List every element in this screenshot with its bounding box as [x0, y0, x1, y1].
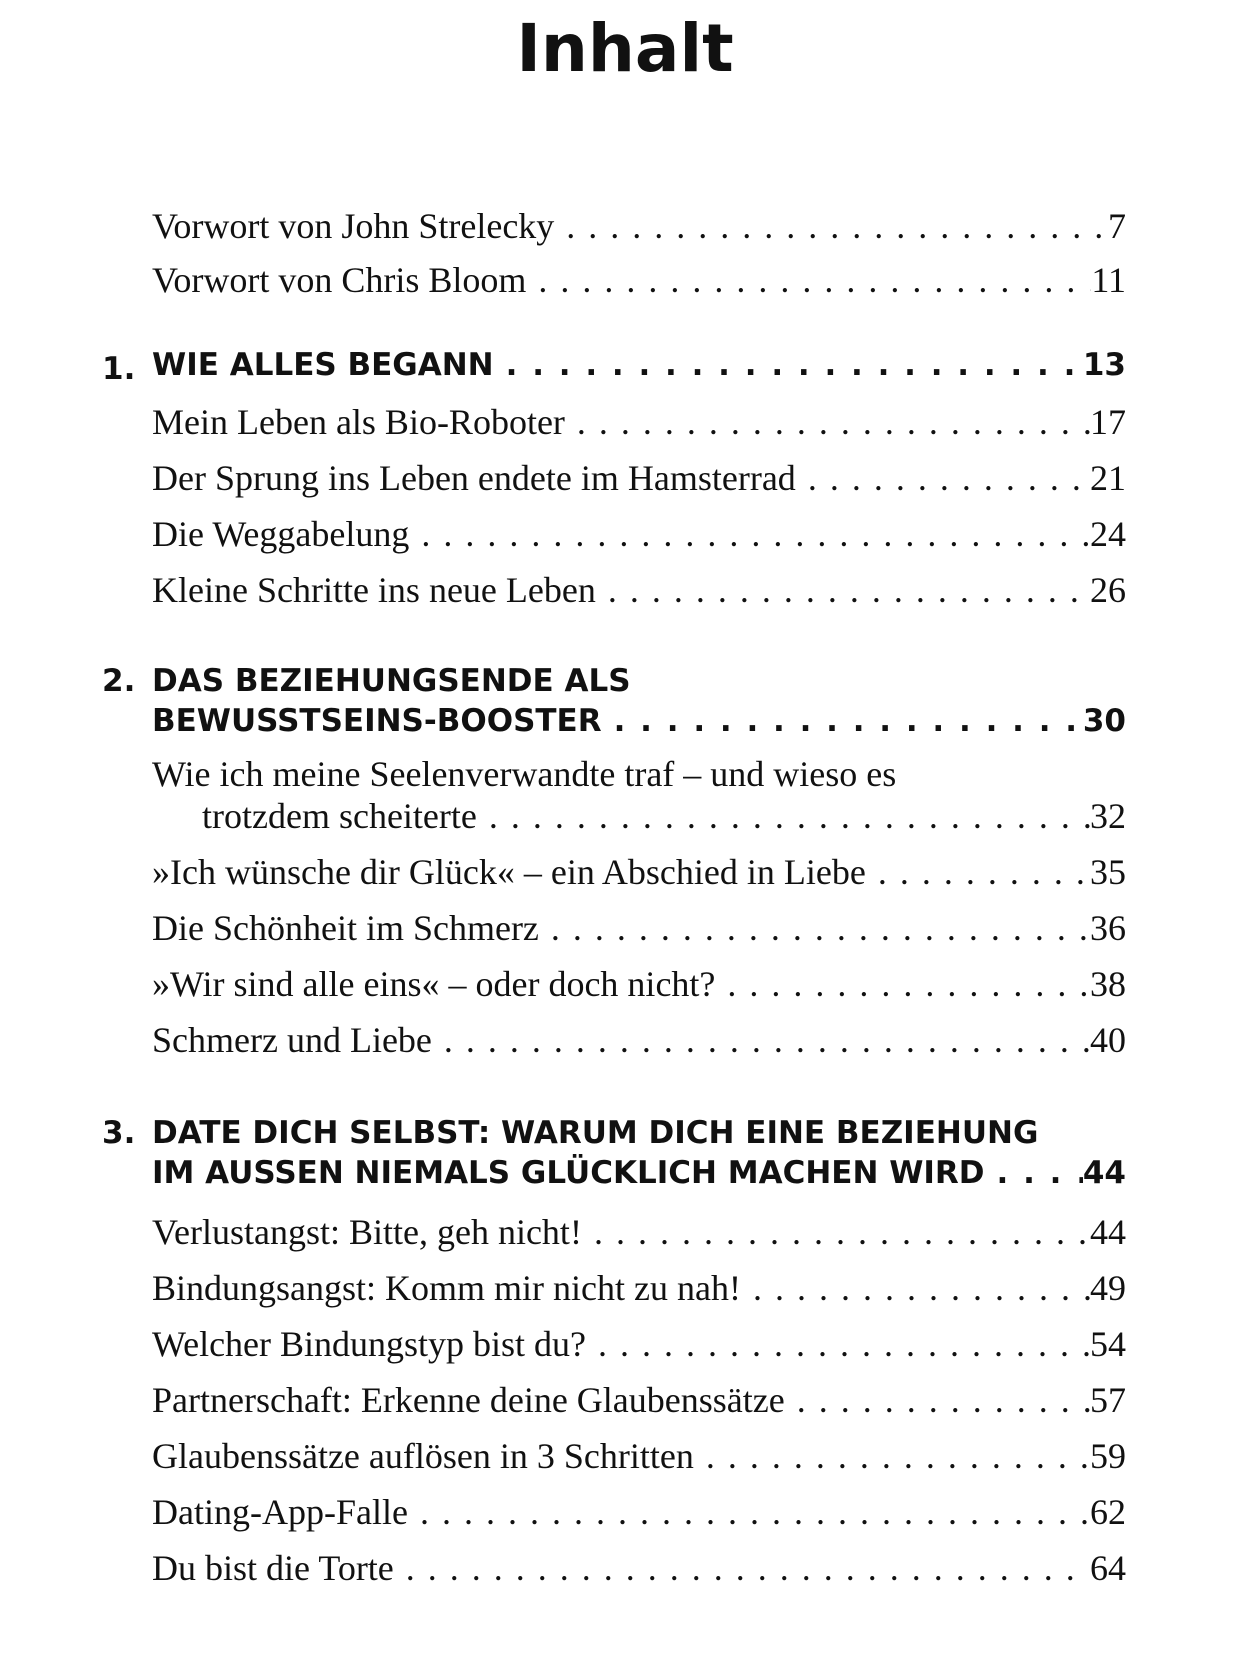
toc-entry[interactable]: [152, 1262, 1126, 1310]
leader-dots: [582, 1210, 1090, 1254]
leader-dots: [694, 1434, 1090, 1478]
toc-entry[interactable]: [152, 1542, 1126, 1590]
toc-chapter-3[interactable]: [152, 1146, 1126, 1194]
toc-chapter-2[interactable]: [152, 694, 1126, 742]
toc-chapter-1[interactable]: [152, 338, 1126, 386]
toc-entry-title: Bindungsangst: Komm mir nicht zu nah!: [152, 1268, 741, 1308]
page-title: Inhalt: [516, 10, 734, 87]
toc-entry-title: Die Weggabelung: [152, 514, 410, 554]
leader-dots: [596, 568, 1090, 612]
toc-page-number: 26: [1090, 570, 1126, 610]
leader-dots: [785, 1378, 1090, 1422]
toc-entry-title: Welcher Bindungstyp bist du?: [152, 1324, 587, 1364]
leader-dots: [432, 1018, 1090, 1062]
toc-page-number: 44: [1090, 1212, 1126, 1252]
chapter-title-line1: DAS BEZIEHUNGSENDE ALS: [152, 663, 631, 699]
toc-entry[interactable]: [152, 564, 1126, 612]
leader-dots: [526, 258, 1091, 302]
toc-entry-title: Kleine Schritte ins neue Leben: [152, 570, 596, 610]
chapter-title-line2: IM AUSSEN NIEMALS GLÜCKLICH MACHEN WIRD: [152, 1155, 985, 1191]
leader-dots: [565, 400, 1090, 444]
leader-dots: [494, 344, 1083, 386]
toc-page-number: 44: [1082, 1155, 1126, 1191]
toc-entry[interactable]: [152, 508, 1126, 556]
toc-entry-title: Verlustangst: Bitte, geh nicht!: [152, 1212, 582, 1252]
toc-page-number: 35: [1090, 852, 1126, 892]
toc-entry[interactable]: [152, 1206, 1126, 1254]
toc-entry-title-line2: trotzdem scheiterte: [202, 796, 477, 836]
toc-page-number: 57: [1090, 1380, 1126, 1420]
toc-entry-title: Du bist die Torte: [152, 1548, 394, 1588]
leader-dots: [985, 1152, 1083, 1194]
leader-dots: [477, 794, 1090, 838]
toc-entry[interactable]: [152, 846, 1126, 894]
toc-page-number: 24: [1090, 514, 1126, 554]
toc-entry-title: »Wir sind alle eins« – oder doch nicht?: [152, 964, 716, 1004]
toc-page-number: 36: [1090, 908, 1126, 948]
toc-entry-title: Der Sprung ins Leben endete im Hamsterrad: [152, 458, 796, 498]
leader-dots: [602, 700, 1083, 742]
toc-page-number: 30: [1082, 703, 1126, 739]
leader-dots: [409, 512, 1090, 556]
leader-dots: [394, 1546, 1090, 1590]
toc-entry[interactable]: [152, 958, 1126, 1006]
toc-page-number: 49: [1090, 1268, 1126, 1308]
leader-dots: [539, 906, 1090, 950]
toc-entry[interactable]: [152, 1430, 1126, 1478]
chapter-2-number: 2.: [102, 663, 136, 699]
leader-dots: [408, 1490, 1090, 1534]
toc-page-number: 21: [1090, 458, 1126, 498]
toc-entry[interactable]: [152, 902, 1126, 950]
toc-entry-title: Vorwort von Chris Bloom: [152, 260, 527, 300]
chapter-title-line1: DATE DICH SELBST: WARUM DICH EINE BEZIEHUNG: [152, 1115, 1039, 1151]
toc-entry[interactable]: [152, 1486, 1126, 1534]
toc-entry[interactable]: [152, 396, 1126, 444]
toc-page-number: 38: [1090, 964, 1126, 1004]
toc-entry-title-line1: Wie ich meine Seelenverwandte traf – und wieso es: [152, 754, 897, 794]
toc-page-number: 59: [1090, 1436, 1126, 1476]
leader-dots: [866, 850, 1090, 894]
chapter-3-number: 3.: [102, 1115, 136, 1151]
toc-entry-title: Vorwort von John Strelecky: [152, 206, 555, 246]
toc-entry[interactable]: [152, 1374, 1126, 1422]
chapter-title-line2: BEWUSSTSEINS-BOOSTER: [152, 703, 602, 739]
toc-entry[interactable]: [152, 452, 1126, 500]
toc-entry-title: Die Schönheit im Schmerz: [152, 908, 539, 948]
toc-page-number: 40: [1090, 1020, 1126, 1060]
toc-page-number: 11: [1091, 260, 1126, 300]
toc-entry-title: Partnerschaft: Erkenne deine Glaubenssätze: [152, 1380, 785, 1420]
toc-entry-title: Glaubenssätze auflösen in 3 Schritten: [152, 1436, 694, 1476]
leader-dots: [586, 1322, 1090, 1366]
leader-dots: [554, 204, 1102, 248]
toc-entry-title: »Ich wünsche dir Glück« – ein Abschied in Liebe: [152, 852, 866, 892]
chapter-1-number: 1.: [102, 351, 136, 387]
leader-dots: [741, 1266, 1090, 1310]
toc-page-number: 13: [1082, 347, 1126, 383]
toc-entry-foreword-bloom[interactable]: [152, 254, 1126, 302]
toc-entry-foreword-strelecky[interactable]: [152, 200, 1126, 248]
toc-page-number: 32: [1090, 796, 1126, 836]
leader-dots: [715, 962, 1090, 1006]
toc-page-number: 54: [1090, 1324, 1126, 1364]
toc-page-number: 17: [1090, 402, 1126, 442]
toc-entry[interactable]: [152, 1014, 1126, 1062]
toc-entry-title: Schmerz und Liebe: [152, 1020, 432, 1060]
toc-entry[interactable]: [202, 790, 1126, 838]
chapter-title: WIE ALLES BEGANN: [152, 347, 494, 383]
toc-page-number: 64: [1090, 1548, 1126, 1588]
toc-entry-title: Mein Leben als Bio-Roboter: [152, 402, 565, 442]
toc-entry[interactable]: [152, 1318, 1126, 1366]
toc-page-number: 7: [1108, 206, 1126, 246]
leader-dots: [796, 456, 1090, 500]
toc-entry-title: Dating-App-Falle: [152, 1492, 408, 1532]
toc-page-number: 62: [1090, 1492, 1126, 1532]
